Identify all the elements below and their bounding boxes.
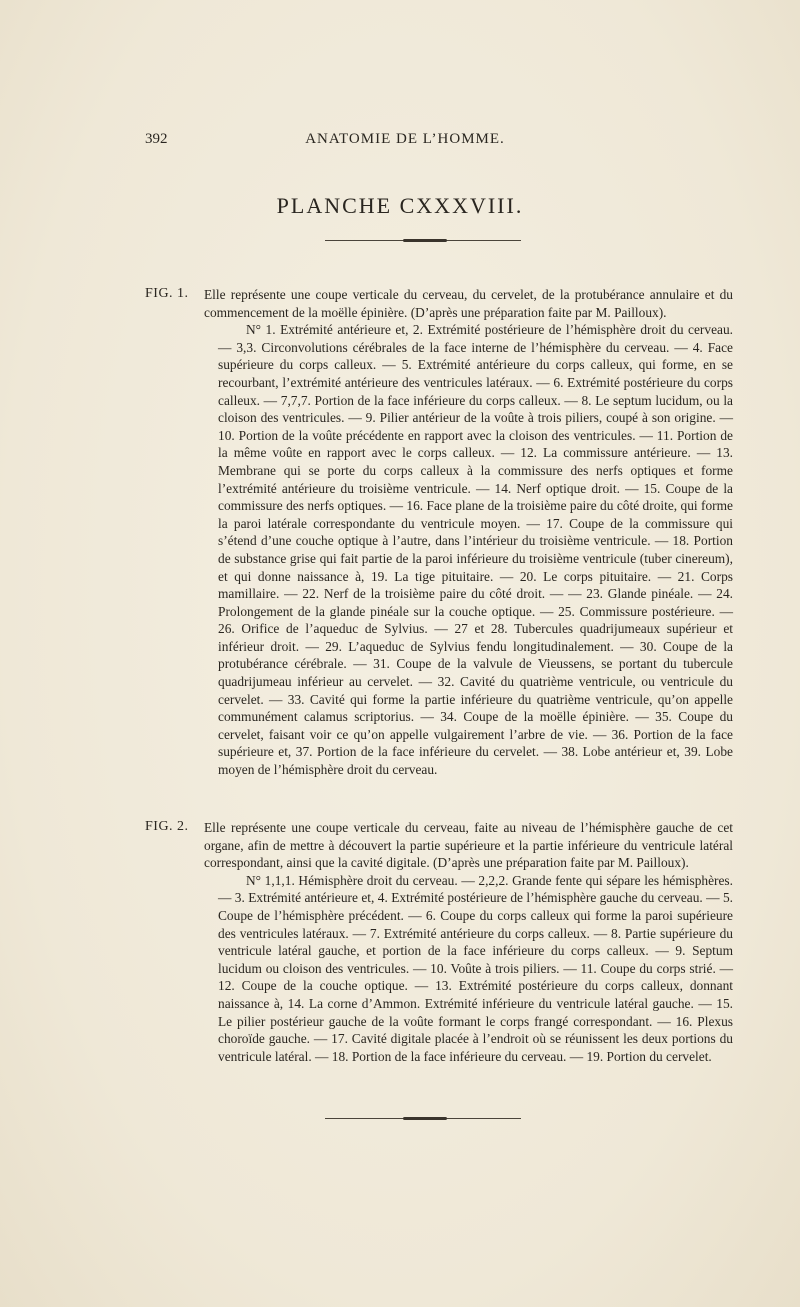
running-head [145,131,665,151]
figure-2-label: FIG. 2. [145,819,189,834]
ornamental-rule-top [325,238,521,244]
ornamental-rule-bottom [325,1116,521,1122]
running-title: ANATOMIE DE L’HOMME. [305,131,505,147]
figure-2-legend: N° 1,1,1. Hémisphère droit du cerveau. — 2,2,2. Grande fente qui sépare les hémisphères. — 3. Extrémité antérieure et, 4. Extrémité postérieure de l’hémisphère gauche du cerveau. — 5. Coupe de l’hémisphère précédent. — 6. Coupe du corps calleux qui forme la paroi supérieure des ventricules latéraux. — 7. Extrémité antérieure du corps calleux. — 8. Partie supérieure du ventricule latéral gauche, et portion de la face inférieure du corps calleux. — 9. Septum lucidum ou cloison des ventricules. — 10. Voûte à trois piliers. — 11. Coupe du corps strié. — 12. Coupe de la couche optique. — 13. Extrémité postérieure du corps calleux, donnant naissance à, 14. La corne d’Ammon. Extrémité inférieure du ventricule latéral gauche. — 15. Le pilier postérieur gauche de la voûte formant le corps frangé correspondant. — 16. Plexus choroïde gauche. — 17. Cavité digitale placée à l’endroit où se réunissent les deux portions du ventricule latéral. — 18. Portion de la face inférieure du cerveau. — 19. Portion du cervelet. [218,872,733,1064]
figure-1-description: Elle représente une coupe verticale du cerveau, du cervelet, de la protubérance annulaire et du commencement de la moëlle épinière. (D’après une préparation faite par M. Pailloux). [204,287,733,320]
figure-2-description: Elle représente une coupe verticale du cerveau, faite au niveau de l’hémisphère gauche de cet organe, afin de mettre à découvert la partie supérieure et la partie inférieure du ventricule latéral correspondant, ainsi que la cavité digitale. (D’après une préparation faite par M. Pailloux). [204,820,733,871]
page-number: 392 [145,131,168,147]
figure-1-label: FIG. 1. [145,286,189,301]
figure-1-legend: N° 1. Extrémité antérieure et, 2. Extrémité postérieure de l’hémisphère droit du cerveau. — 3,3. Circonvolutions cérébrales de la face interne de l’hémisphère du cerveau. — 4. Face supérieure du corps calleux. — 5. Extrémité antérieure du corps calleux, qui forme, en se recourbant, l’extrémité antérieure des ventricules latéraux. — 6. Extrémité postérieure du corps calleux. — 7,7,7. Portion de la face inférieure du corps calleux. — 8. Le septum lucidum, ou la cloison des ventricules. — 9. Pilier antérieur de la voûte à trois piliers, coupé à son origine. — 10. Portion de la voûte précédente en rapport avec la cloison des ventricules. — 11. Portion de la même voûte en rapport avec le corps calleux. — 12. La commissure antérieure. — 13. Membrane qui se porte du corps calleux à la commissure des nerfs optiques et forme l’extrémité antérieure du troisième ventricule. — 14. Nerf optique droit. — 15. Coupe de la commissure des nerfs optiques. — 16. Face plane de la troisième paire du côté droite, qui forme la paroi latérale correspondante du ventricule moyen. — 17. Coupe de la commissure qui s’étend d’une couche optique à l’autre, dans l’intérieur du troisième ventricule. — 18. Portion de substance grise qui fait partie de la paroi inférieure du troisième ventricule (tuber cinereum), et qui donne naissance à, 19. La tige pituitaire. — 20. Le corps pituitaire. — 21. Corps mamillaire. — 22. Nerf de la troisième paire du côté droit. — — 23. Glande pinéale. — 24. Prolongement de la glande pinéale sur la couche optique. — 25. Commissure postérieure. — 26. Orifice de l’aqueduc de Sylvius. — 27 et 28. Tubercules quadrijumeaux supérieur et inférieur droit. — 29. L’aqueduc de Sylvius fendu longitudinalement. — 30. Coupe de la protubérance cérébrale. — 31. Coupe de la valvule de Vieussens, se portant du tubercule quadrijumeau inférieur au cervelet. — 32. Cavité du quatrième ventricule, ou ventricule du cervelet. — 33. Cavité qui forme la partie inférieure du quatrième ventricule, qu’on appelle communément calamus scriptorius. — 34. Coupe de la moëlle épinière. — 35. Coupe du cervelet, faisant voir ce qu’on appelle vulgairement l’arbre de vie. — 36. Portion de la face supérieure et, 37. Portion de la face inférieure du cervelet. — 38. Lobe antérieur et, 39. Lobe moyen de l’hémisphère droit du cerveau. [218,322,733,778]
plate-title: PLANCHE CXXXVIII. [276,193,524,218]
